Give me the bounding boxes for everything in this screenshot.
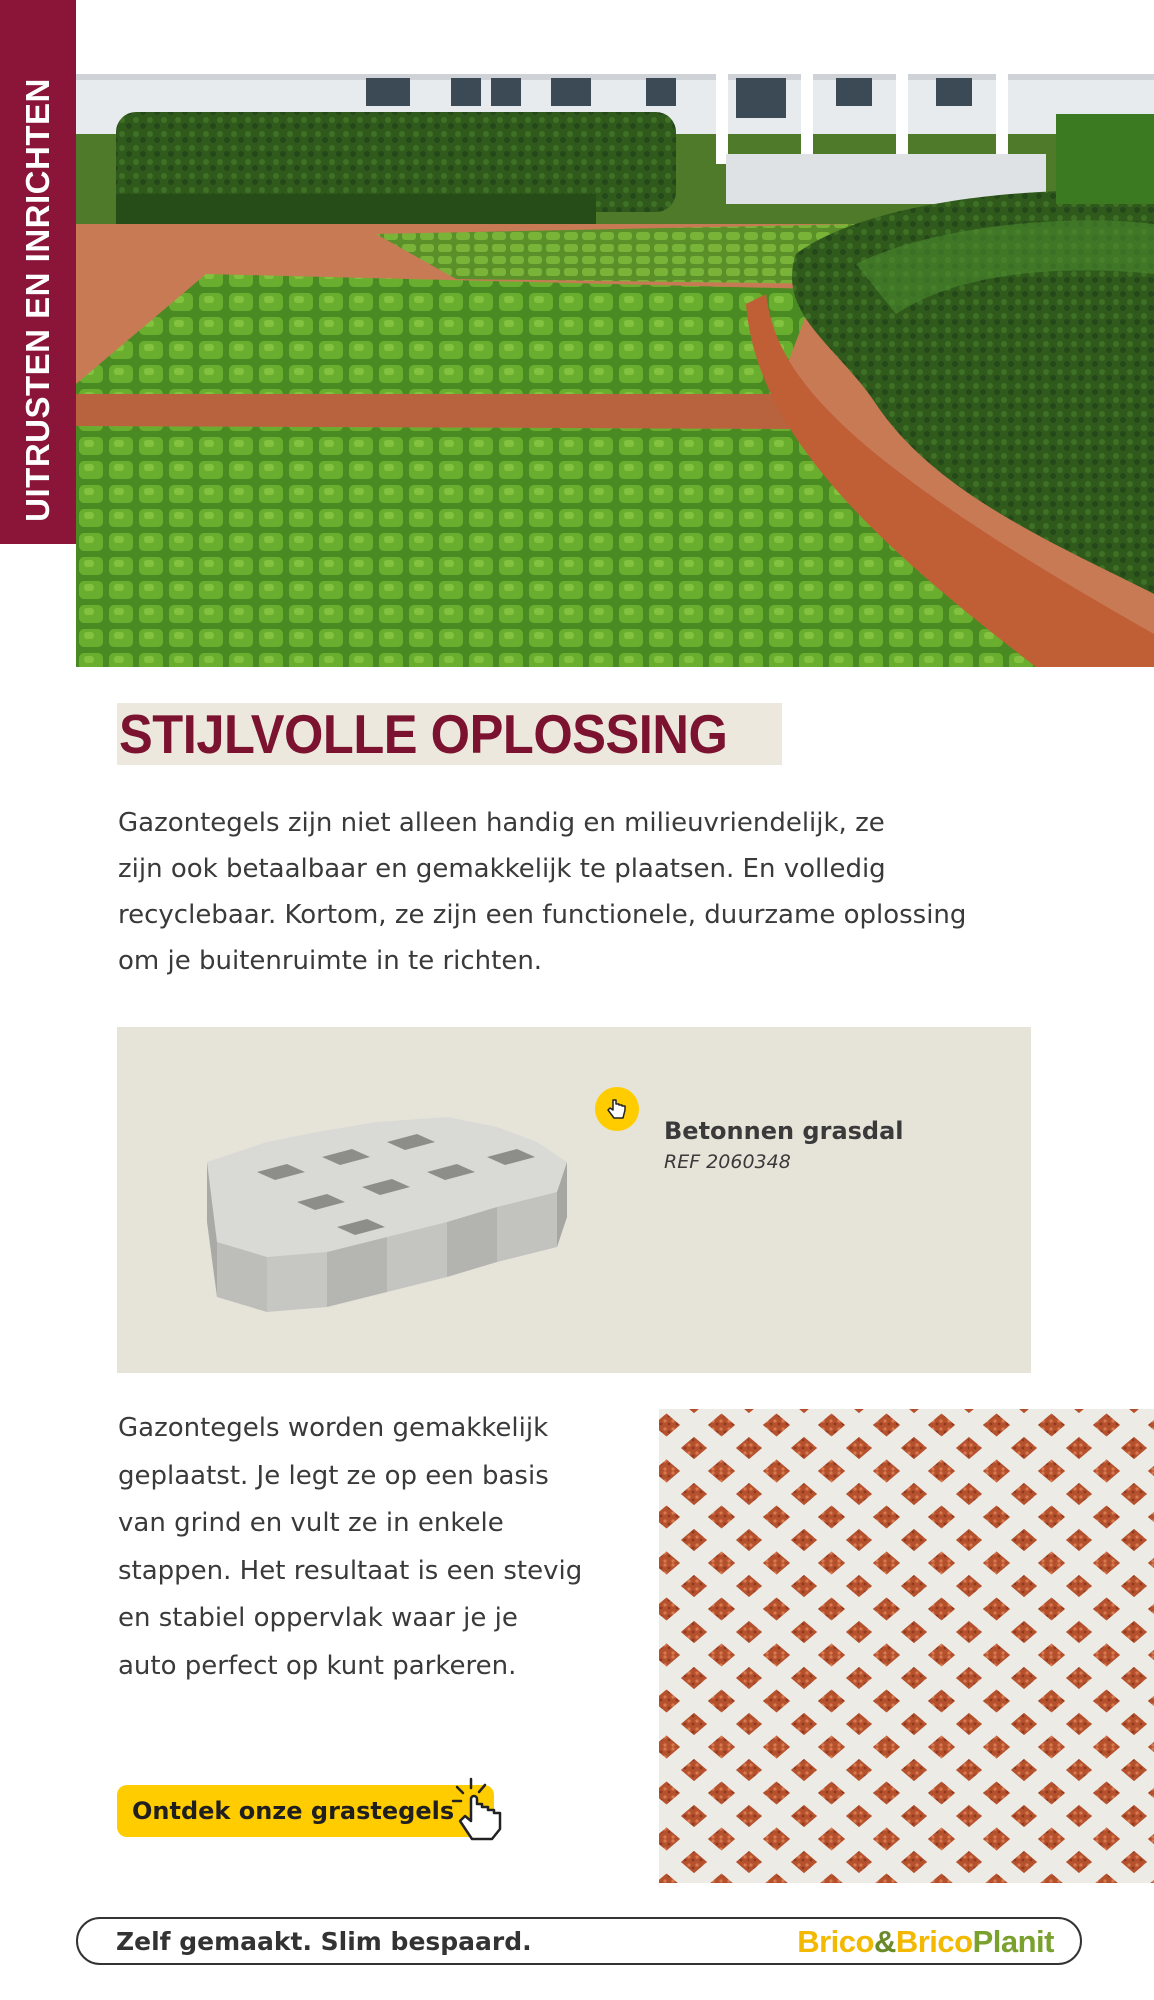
- logo-part-brico-2: Brico: [895, 1924, 973, 1959]
- logo-part-brico: Brico: [797, 1924, 874, 1959]
- intro-line: Gazontegels zijn niet alleen handig en milieuvriendelijk, ze: [118, 808, 885, 838]
- body-line: geplaatst. Je legt ze op een basis: [118, 1460, 549, 1491]
- intro-line: recyclebaar. Kortom, ze zijn een functionele, duurzame oplossing: [118, 900, 967, 930]
- page-title: STIJLVOLLE OPLOSSING: [119, 703, 728, 765]
- product-reference: REF 2060348: [664, 1151, 791, 1173]
- intro-paragraph: [118, 800, 1038, 984]
- logo-part-planit: Planit: [972, 1924, 1054, 1959]
- clicking-hand-icon[interactable]: [449, 1777, 529, 1849]
- body-line: auto perfect op kunt parkeren.: [118, 1650, 517, 1681]
- intro-line: zijn ook betaalbaar en gemakkelijk te plaatsen. En volledig: [118, 854, 886, 884]
- section-side-tab: [0, 0, 76, 544]
- logo-ampersand: &: [873, 1924, 896, 1959]
- body-line: van grind en vult ze in enkele: [118, 1508, 504, 1538]
- hero-garden-photo: [76, 74, 1154, 667]
- cta-label: Ontdek onze grastegels: [132, 1797, 455, 1825]
- concrete-grass-tile-image: [197, 1082, 607, 1322]
- body-paragraph: [118, 1405, 628, 1690]
- footer-bar: [76, 1917, 1082, 1965]
- pointing-hand-icon[interactable]: [595, 1087, 639, 1131]
- product-card[interactable]: [117, 1027, 1031, 1373]
- body-line: stappen. Het resultaat is een stevig: [118, 1555, 583, 1586]
- section-label: UITRUSTEN EN INRICHTEN: [19, 78, 56, 522]
- discover-grass-tiles-button[interactable]: [117, 1785, 494, 1837]
- brico-logo[interactable]: [797, 1924, 1054, 1960]
- heading-highlight: [117, 703, 782, 765]
- grass-tile-pattern-photo: [659, 1409, 1154, 1883]
- intro-line: om je buitenruimte in te richten.: [118, 946, 543, 976]
- body-line: en stabiel oppervlak waar je je: [118, 1603, 518, 1633]
- slogan: Zelf gemaakt. Slim bespaard.: [116, 1927, 532, 1956]
- product-name[interactable]: Betonnen grasdal: [664, 1117, 904, 1145]
- body-line: Gazontegels worden gemakkelijk: [118, 1413, 549, 1443]
